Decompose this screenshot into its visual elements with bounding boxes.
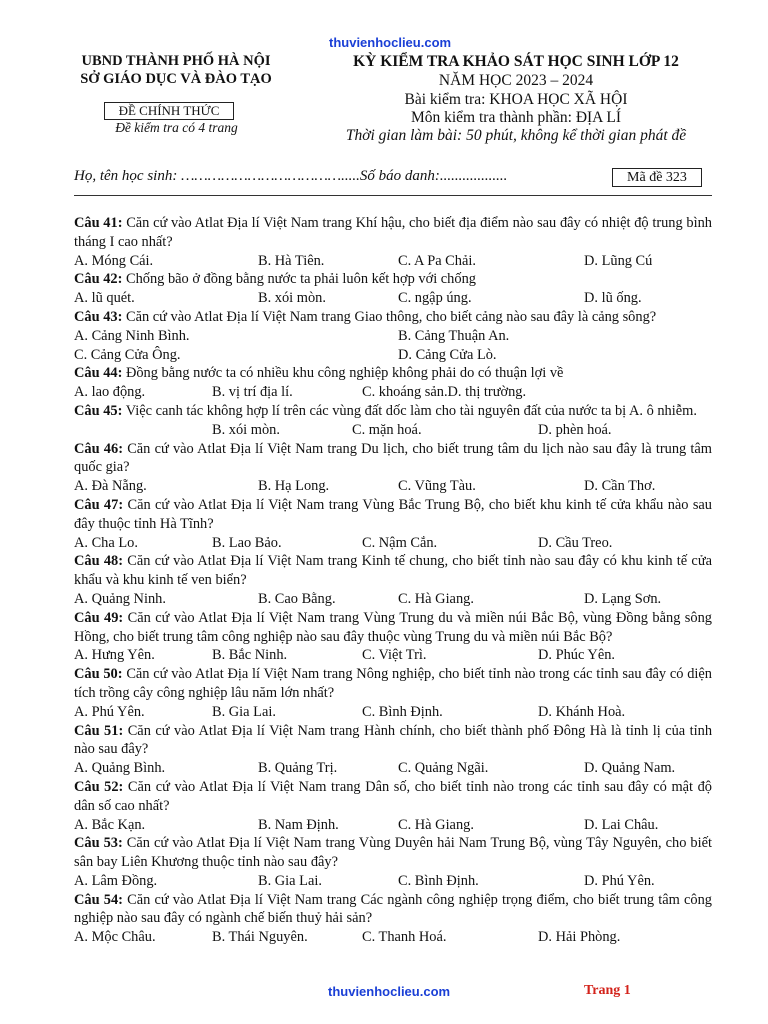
question-text: Căn cứ vào Atlat Địa lí Việt Nam trang Kinh tế chung, cho biết tỉnh nào sau đây có khu kinh tế cửa khẩu và khu kinh tế ven biển? <box>74 553 713 589</box>
question-number: Câu 43: <box>74 308 123 325</box>
question-item <box>74 364 712 383</box>
answer-option: D. Phúc Yên. <box>538 647 616 664</box>
question-item <box>74 891 712 929</box>
answer-option: C. khoáng sản.D. thị trường. <box>362 384 527 401</box>
question-text: Việc canh tác không hợp lí trên các vùng đất dốc làm cho tài nguyên đất của nước ta bị A. ô nhiễm. <box>122 402 697 419</box>
answer-option: A. Đà Nẵng. <box>74 478 147 495</box>
answer-row <box>74 816 712 835</box>
page-count-note: Đề kiểm tra có 4 trang <box>115 120 238 135</box>
answer-row <box>74 252 712 271</box>
answer-option: D. Hải Phòng. <box>538 929 621 946</box>
question-number: Câu 54: <box>74 891 123 908</box>
question-list <box>74 214 712 947</box>
answer-option: A. Mộc Châu. <box>74 929 156 946</box>
question-text: Căn cứ vào Atlat Địa lí Việt Nam trang Du lịch, cho biết trung tâm du lịch nào sau đây là trung tâm quốc gia? <box>74 440 712 476</box>
question-text: Căn cứ vào Atlat Địa lí Việt Nam trang Vùng Trung du và miền núi Bắc Bộ, vùng Đồng bằng sông Hồng, cho biết trung tâm công nghiệp nào sau đây thuộc vùng Trung du và miền núi Bắc Bộ? <box>74 609 712 645</box>
site-watermark-top[interactable]: thuvienhoclieu.com <box>329 35 452 50</box>
answer-row <box>74 289 712 308</box>
answer-option: C. A Pa Chải. <box>398 252 476 269</box>
answer-option: C. Hà Giang. <box>398 590 474 607</box>
question-item <box>74 214 712 252</box>
answer-option: C. Cảng Cửa Ông. <box>74 346 181 363</box>
student-info-line: Họ, tên học sinh: ……………………………….....Số báo danh:.................. <box>74 168 508 184</box>
header-divider <box>74 195 712 196</box>
question-number: Câu 52: <box>74 778 124 795</box>
answer-option: A. Lâm Đồng. <box>74 872 158 889</box>
answer-option: D. Cần Thơ. <box>584 478 656 495</box>
question-item <box>74 308 712 327</box>
question-number: Câu 47: <box>74 496 124 513</box>
answer-option: D. Cảng Cửa Lò. <box>398 346 497 363</box>
answer-option: C. Hà Giang. <box>398 816 474 833</box>
school-year: NĂM HỌC 2023 – 2024 <box>438 72 594 89</box>
question-number: Câu 41: <box>74 215 123 231</box>
answer-row <box>74 346 712 365</box>
answer-option: B. Gia Lai. <box>212 703 276 720</box>
answer-option: B. Gia Lai. <box>258 872 322 889</box>
subject-name: Môn kiểm tra thành phần: ĐỊA LÍ <box>410 109 622 126</box>
answer-option: C. Thanh Hoá. <box>362 929 447 946</box>
exam-title: KỲ KIỂM TRA KHẢO SÁT HỌC SINH LỚP 12 <box>353 53 679 70</box>
answer-option: C. Việt Trì. <box>362 647 427 664</box>
question-number: Câu 42: <box>74 271 123 288</box>
answer-option: D. Lai Châu. <box>584 816 659 833</box>
answer-row <box>74 646 712 665</box>
question-text: Căn cứ vào Atlat Địa lí Việt Nam trang Các ngành công nghiệp trọng điểm, cho biết trung tâm công nghiệp nào sau đây có ngành chế biến thuỷ hải sản? <box>74 891 712 927</box>
answer-option: B. xói mòn. <box>212 421 280 438</box>
question-item <box>74 722 712 760</box>
time-allowed: Thời gian làm bài: 50 phút, không kể thời gian phát đề <box>345 127 687 144</box>
site-watermark-bottom[interactable]: thuvienhoclieu.com <box>328 984 451 999</box>
answer-option: B. xói mòn. <box>258 290 326 307</box>
question-text: Căn cứ vào Atlat Địa lí Việt Nam trang Khí hậu, cho biết địa điểm nào sau đây có nhiệt độ trung bình tháng I cao nhất? <box>74 215 712 250</box>
question-item <box>74 552 712 590</box>
question-item <box>74 665 712 703</box>
question-number: Câu 51: <box>74 722 124 739</box>
answer-option: B. Cảng Thuận An. <box>398 327 510 344</box>
answer-option: D. phèn hoá. <box>538 421 612 438</box>
answer-option: A. Móng Cái. <box>74 252 154 269</box>
question-item <box>74 609 712 647</box>
answer-option: A. lao động. <box>74 384 146 401</box>
answer-option: A. Cha Lo. <box>74 534 138 551</box>
answer-option: C. Bình Định. <box>398 872 479 889</box>
answer-option: B. Hà Tiên. <box>258 252 325 269</box>
answer-option: B. Lao Bảo. <box>212 534 282 551</box>
question-text: Căn cứ vào Atlat Địa lí Việt Nam trang Giao thông, cho biết cảng nào sau đây là cảng sông? <box>122 308 657 325</box>
question-item <box>74 270 712 289</box>
question-text: Căn cứ vào Atlat Địa lí Việt Nam trang Dân số, cho biết tỉnh nào trong các tỉnh sau đây có mật độ dân số cao nhất? <box>74 778 713 814</box>
question-number: Câu 53: <box>74 835 123 852</box>
answer-option: A. Cảng Ninh Bình. <box>74 327 190 344</box>
answer-option: B. Thái Nguyên. <box>212 929 308 946</box>
question-number: Câu 48: <box>74 553 124 570</box>
question-text: Căn cứ vào Atlat Địa lí Việt Nam trang Vùng Duyên hải Nam Trung Bộ, vùng Tây Nguyên, cho biết sân bay Liên Khương thuộc tỉnh nào sau đây? <box>74 835 713 871</box>
answer-option: A. Hưng Yên. <box>74 647 155 664</box>
exam-code-box: Mã đề 323 <box>612 168 702 187</box>
answer-option: A. lũ quét. <box>74 290 135 307</box>
question-text: Đồng bằng nước ta có nhiều khu công nghiệp không phải do có thuận lợi về <box>122 365 564 382</box>
question-number: Câu 50: <box>74 666 123 683</box>
answer-option: A. Quảng Bình. <box>74 760 166 777</box>
answer-option: D. Lũng Cú <box>584 252 653 269</box>
answer-row <box>74 383 712 402</box>
question-item <box>74 778 712 816</box>
department-name: SỞ GIÁO DỤC VÀ ĐÀO TẠO <box>80 71 272 87</box>
question-number: Câu 44: <box>74 365 123 382</box>
page-number: Trang 1 <box>584 983 631 998</box>
question-text: Căn cứ vào Atlat Địa lí Việt Nam trang Nông nghiệp, cho biết tỉnh nào trong các tỉnh sau đây có diện tích trồng cây công nghiệp lâu năm lớn nhất? <box>74 666 713 701</box>
question-item <box>74 834 712 872</box>
answer-row <box>74 703 712 722</box>
question-text: Chống bão ở đồng bằng nước ta phải luôn kết hợp với chống <box>122 271 476 288</box>
answer-row <box>74 928 712 947</box>
answer-row <box>74 327 712 346</box>
answer-option: D. Phú Yên. <box>584 872 655 889</box>
answer-option: B. Bắc Ninh. <box>212 647 288 664</box>
answer-option: A. Quảng Ninh. <box>74 590 166 607</box>
question-item <box>74 440 712 478</box>
question-number: Câu 45: <box>74 402 123 419</box>
answer-option: D. Lạng Sơn. <box>584 590 662 607</box>
question-text: Căn cứ vào Atlat Địa lí Việt Nam trang Vùng Bắc Trung Bộ, cho biết khu kinh tế cửa khẩu nào sau đây thuộc tỉnh Hà Tĩnh? <box>74 496 713 532</box>
answer-option: B. vị trí địa lí. <box>212 384 293 401</box>
official-exam-box: ĐỀ CHÍNH THỨC <box>104 102 234 120</box>
answer-option: B. Cao Bằng. <box>258 590 336 607</box>
answer-option: D. Cầu Treo. <box>538 534 613 551</box>
answer-row <box>74 534 712 553</box>
question-number: Câu 46: <box>74 440 123 457</box>
question-item <box>74 496 712 534</box>
question-item <box>74 402 712 421</box>
answer-option: A. Bắc Kạn. <box>74 816 146 833</box>
answer-option: A. Phú Yên. <box>74 703 145 720</box>
answer-row <box>74 477 712 496</box>
answer-option: C. Bình Định. <box>362 703 443 720</box>
answer-option: D. Quảng Nam. <box>584 760 676 777</box>
answer-option: C. Nậm Cắn. <box>362 534 438 551</box>
answer-option: C. ngập úng. <box>398 290 472 307</box>
answer-option: B. Hạ Long. <box>258 478 330 495</box>
answer-option: B. Nam Định. <box>258 816 339 833</box>
question-number: Câu 49: <box>74 609 124 626</box>
answer-option: D. Khánh Hoà. <box>538 703 626 720</box>
test-name: Bài kiểm tra: KHOA HỌC XÃ HỘI <box>404 91 628 108</box>
answer-row <box>74 590 712 609</box>
answer-option: C. Vũng Tàu. <box>398 478 476 495</box>
authority-name: UBND THÀNH PHỐ HÀ NỘI <box>81 53 271 69</box>
answer-option: D. lũ ống. <box>584 290 642 307</box>
answer-row <box>74 759 712 778</box>
answer-option: B. Quảng Trị. <box>258 760 338 777</box>
answer-option: C. Quảng Ngãi. <box>398 760 489 777</box>
answer-row <box>74 872 712 891</box>
question-text: Căn cứ vào Atlat Địa lí Việt Nam trang Hành chính, cho biết thành phố Đông Hà là tỉnh lị của tỉnh nào sau đây? <box>74 722 713 758</box>
answer-option: C. mặn hoá. <box>352 421 422 438</box>
answer-row <box>74 421 712 440</box>
